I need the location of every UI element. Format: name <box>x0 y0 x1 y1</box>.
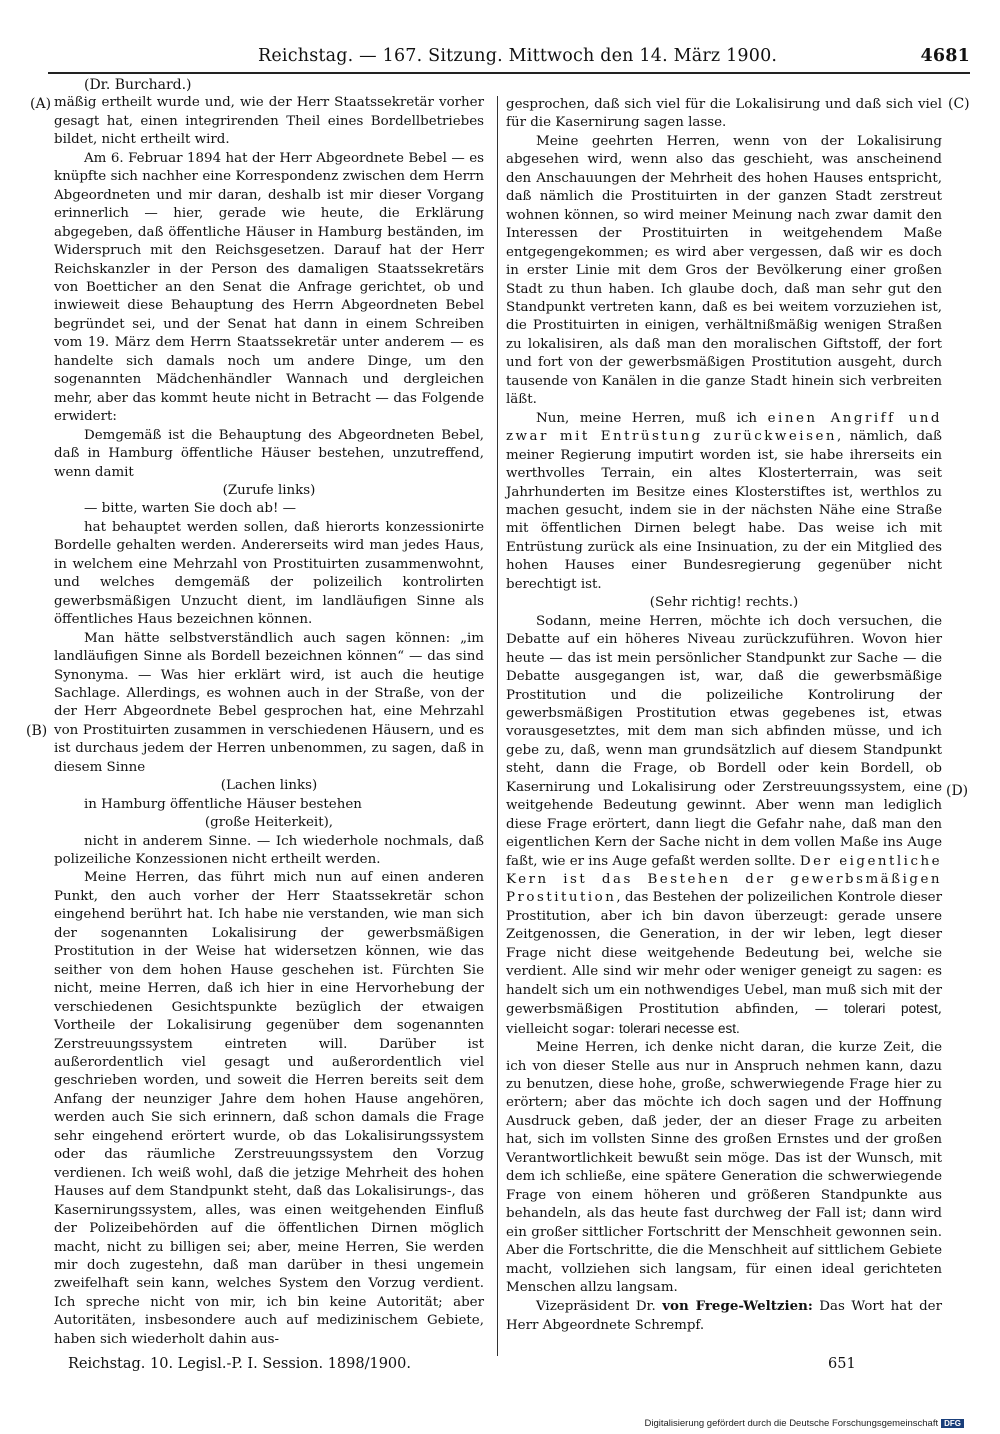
interjection: (große Heiterkeit), <box>204 815 334 831</box>
left-column <box>54 76 484 1349</box>
running-head-title: Reichstag. — 167. Sitzung. Mittwoch den 14. März 1900. <box>258 46 778 66</box>
margin-marker-d: (D) <box>946 783 969 799</box>
text-run: Vizepräsident Dr. <box>536 1299 663 1315</box>
right-column <box>506 96 942 1335</box>
paragraph: Meine geehrten Herren, wenn von der Lokalisirung abgesehen wird, wenn also das geschieht, was anscheinend den Anschauungen der Mehrheit des hohen Hauses entspricht, daß nämlich die Prostituirten in der ganzen Stadt zerstreut wohnen können, so wird meiner Meinung nach zwar damit den Interessen der Prostituirten in weitgehendem Maße entgegengekommen; es wird aber vergessen, daß wir es doch in erster Linie mit dem Gros der Bevölkerung einer großen Stadt zu thun haben. Ich glaube doch, daß man sehr gut den Standpunkt vertreten kann, daß es bei weitem vorzuziehen ist, die Prostituirten in einigen, verhältnißmäßig wenigen Straßen zu lokalisiren, als daß man den moralischen Giftstoff, der fort und fort von der gewerbsmäßigen Prostitution ausgeht, durch tausende von Kanälen in die ganze Stadt hinein sich verbreiten läßt. <box>506 133 942 408</box>
header-rule <box>48 72 970 74</box>
page-number: 4681 <box>920 46 970 66</box>
interjection: (Lachen links) <box>220 778 318 794</box>
paragraph: Meine Herren, das führt mich nun auf einen anderen Punkt, den auch vorher der Herr Staatssekretär schon eingehend berührt hat. Ich habe nie verstanden, wie man sich der sogenannten Lokalisirung der gewerbsmäßigen Prostitution in der Weise hat widersetzen können, wie das seither von dem hohen Hause geschehen ist. Fürchten Sie nicht, meine Herren, daß ich hier in eine Hervorhebung der verschiedenen Gesichtspunkte bezüglich der etwaigen Vortheile der Lokalisirung gegenüber dem sogenannten Zerstreuungssystem eintreten will. Darüber ist außerordentlich viel gesagt und außerordentlich viel geschrieben worden, und soweit die Herren bereits seit dem Anfang der neunziger Jahre dem hohen Hause angehören, werden auch Sie sich erinnern, daß schon damals die Frage sehr eingehend erörtert wurde, ob das Lokalisirungssystem oder das räumliche Zerstreuungssystem den Vorzug verdienen. Ich weiß wohl, daß die jetzige Mehrheit des hohen Hauses auf dem Standpunkt steht, daß das Lokalisirungs-, das Kasernirungssystem, alles, was einen weitgehenden Einfluß der Polizeibehörden auf die öffentlichen Dirnen möglich macht, nicht zu billigen sei; aber, meine Herren, Sie werden mir doch zugestehn, daß man darüber in thesi ungemein zweifelhaft sein kann, welches System den Vorzug verdient. Ich spreche nicht von mir, ich bin keine Autorität; aber Autoritäten, insbesondere auch auf medizinischem Gebiete, haben sich wiederholt dahin aus- <box>54 870 484 1347</box>
quotation: Demgemäß ist die Behauptung des Abgeordneten Bebel, daß in Hamburg öffentliche Häuser bestehen, unzutreffend, wenn damit <box>54 427 484 480</box>
interjection: (Sehr richtig! rechts.) <box>649 595 799 611</box>
emphasized-text: einen Angriff und zwar mit Entrüstung zurückweisen <box>506 410 942 445</box>
column-divider <box>497 96 498 1356</box>
paragraph: Meine Herren, ich denke nicht daran, die kurze Zeit, die ich von dieser Stelle aus nur in Anspruch nehmen kann, dazu zu benutzen, diese hohe, große, schwerwiegende Frage hier zu erörtern; aber das möchte ich doch sagen und der Hoffnung Ausdruck geben, daß jeder, der an dieser Frage zu arbeiten hat, sich im vollsten Sinne des großen Ernstes und der großen Verantwortlichkeit bewußt sein möge. Das ist der Wunsch, mit dem ich schließe, eine spätere Generation die schwerwiegende Frage von einem höheren und größeren Standpunkte aus behandeln, als das heute fast durchweg der Fall ist; dann wird ein großer sittlicher Fortschritt der Menschheit gewonnen sein. Aber die Fortschritte, die die Menschheit auf sittlichem Gebiete macht, vollziehen sich langsam, für einen ideal gerichteten Menschen allzu langsam. <box>506 1040 942 1295</box>
emphasized-text: Der eigentliche Kern ist das Bestehen der gewerbsmäßigen Prostitution <box>506 853 943 906</box>
interjection: (Zurufe links) <box>222 482 316 498</box>
running-head <box>40 46 970 72</box>
speaker-header: (Dr. Burchard.) <box>84 77 192 93</box>
text-run: Das Wort hat der Herr Abgeordnete Schrempf. <box>506 1299 942 1333</box>
dfg-logo: DFG <box>941 1419 964 1428</box>
latin-phrase: tolerari potest <box>844 1001 938 1017</box>
paragraph: Am 6. Februar 1894 hat der Herr Abgeordnete Bebel — es knüpfte sich nachher eine Korrespondenz zwischen dem Herrn Abgeordneten und mir daran, deshalb ist mir dieser Vorgang erinnerlich — hier, gerade wie heute, die Erklärung abgegeben, daß öffentliche Häuser in Hamburg beständen, im Widerspruch mit den Reichsgesetzen. Darauf hat der Herr Reichskanzler in der Person des damaligen Staatssekretärs von Boetticher an den Senat die Anfrage gerichtet, ob und inwieweit diese Behauptung des Herrn Abgeordneten Bebel begründet sei, und der Senat hat dann in einem Schreiben vom 19. März dem Herrn Staatssekretär unter anderem — es handelte sich damals noch um andere Dinge, um den sogenannten Mädchenhändler Wannach und dergleichen mehr, aber das kommt heute nicht in Betracht — das Folgende erwidert: <box>54 150 484 425</box>
text-run: Nun, meine Herren, muß ich <box>536 410 768 426</box>
credit-text: Digitalisierung gefördert durch die Deutsche Forschungsgemeinschaft <box>644 1418 939 1429</box>
text-run: , nämlich, daß meiner Regierung imputirt worden ist, sie habe ihrerseits ein werthvolles Terrain, ein altes Klosterterrain, was seit Jahrhunderten im Besitze eines Klosterstiftes ist, werthlos zu machen gesucht, indem sie in der nächsten Nähe eine Straße mit öffentlichen Dirnen belegt habe. Das weise ich mit Entrüstung zurück als eine Insinuation, zu der ein Mitglied des hohen Hauses einer Bundesregierung gegenüber nicht berechtigt ist. <box>506 429 942 592</box>
footer-signature: 651 <box>828 1356 856 1372</box>
text-run: , vielleicht sogar: <box>506 1002 942 1037</box>
remark-line: — bitte, warten Sie doch ab! — <box>84 501 296 517</box>
paragraph <box>506 1297 942 1335</box>
paragraph: gesprochen, daß sich viel für die Lokalisirung und daß sich viel für die Kasernirung sagen lasse. <box>506 97 942 131</box>
margin-marker-c: (C) <box>948 96 970 112</box>
paragraph <box>506 613 942 1039</box>
remark-line: nicht in anderem Sinne. — Ich wiederhole nochmals, daß polizeiliche Konzessionen nicht ertheilt werden. <box>54 833 484 868</box>
speaker-name: von Frege-Weltzien: <box>662 1298 813 1315</box>
quotation: hat behauptet werden sollen, daß hierorts konzessionirte Bordelle gehalten werden. Andererseits wird man jedes Haus, in welchem eine Mehrzahl von Prostituirten zusammenwohnt, und welches demgemäß der polizeilich kontrolirten gewerbsmäßigen Unzucht dient, im landläufigen Sinne als öffentliches Haus bezeichnen können. <box>54 519 484 628</box>
text-run: Sodann, meine Herren, möchte ich doch versuchen, die Debatte auf ein höheres Niveau zurückzuführen. Wovon hier heute — das ist mein persönlicher Standpunkt zur Sache — die Debatte ausgegangen ist, war, daß die gewerbsmäßige Prostitution und die polizeiliche Kontrolirung der gewerbsmäßigen Prostitution etwas gegebenes ist, etwas vorausgesetztes, mit dem man sich abfinden müsse, und ich gebe zu, daß, wenn man grundsätzlich auf diesem Standpunkt steht, dann die Frage, ob Bordell oder kein Bordell, ob Kasernirung und Lokalisirung oder Zerstreuungssystem, eine weitgehende Bedeutung gewinnt. Aber wenn man lediglich diese Frage erörtert, dann liegt die Gefahr nahe, daß man den eigentlichen Kern der Sache nicht in dem vollen Maße ins Auge faßt, wie er ins Auge gefaßt werden sollte. <box>506 613 942 869</box>
digitization-credit <box>645 1418 965 1429</box>
paragraph: Man hätte selbstverständlich auch sagen können: „im landläufigen Sinne als Bordell bezeichnen können“ — das sind Synonyma. — Was hier erklärt wird, ist auch die heutige Sachlage. Allerdings, es wohnen auch in der Straße, von der der Herr Abgeordnete Bebel gesprochen hat, eine Mehrzahl von Prostituirten zusammen in verschiedenen Häusern, und es ist durchaus jedem der Herren unbenommen, zu sagen, daß in diesem Sinne <box>54 630 484 775</box>
latin-phrase: tolerari necesse est. <box>618 1020 740 1036</box>
margin-marker-b: (B) <box>26 723 48 739</box>
paragraph <box>506 410 942 595</box>
paragraph: mäßig ertheilt wurde und, wie der Herr Staatssekretär vorher gesagt hat, einen integrirenden Theil eines Bordellbetriebes bildet, nicht ertheilt wird. <box>54 95 484 148</box>
remark-line: in Hamburg öffentliche Häuser bestehen <box>84 796 362 812</box>
text-run: , das Bestehen der polizeilichen Kontrole dieser Prostitution, aber ich bin davon überzeugt: gerade unsere Zeitgenossen, die Generation, in der wir leben, legt dieser Frage nicht diese weitgehende Bedeutung bei, welche sie verdient. Alle sind wir mehr oder weniger geneigt zu sagen: es handelt sich um ein nothwendiges Uebel, man muß sich mit der gewerbsmäßigen Prostitution abfinden, — <box>506 890 942 1018</box>
margin-marker-a: (A) <box>30 96 52 112</box>
footer-left: Reichstag. 10. Legisl.-P. I. Session. 1898/1900. <box>68 1356 411 1372</box>
